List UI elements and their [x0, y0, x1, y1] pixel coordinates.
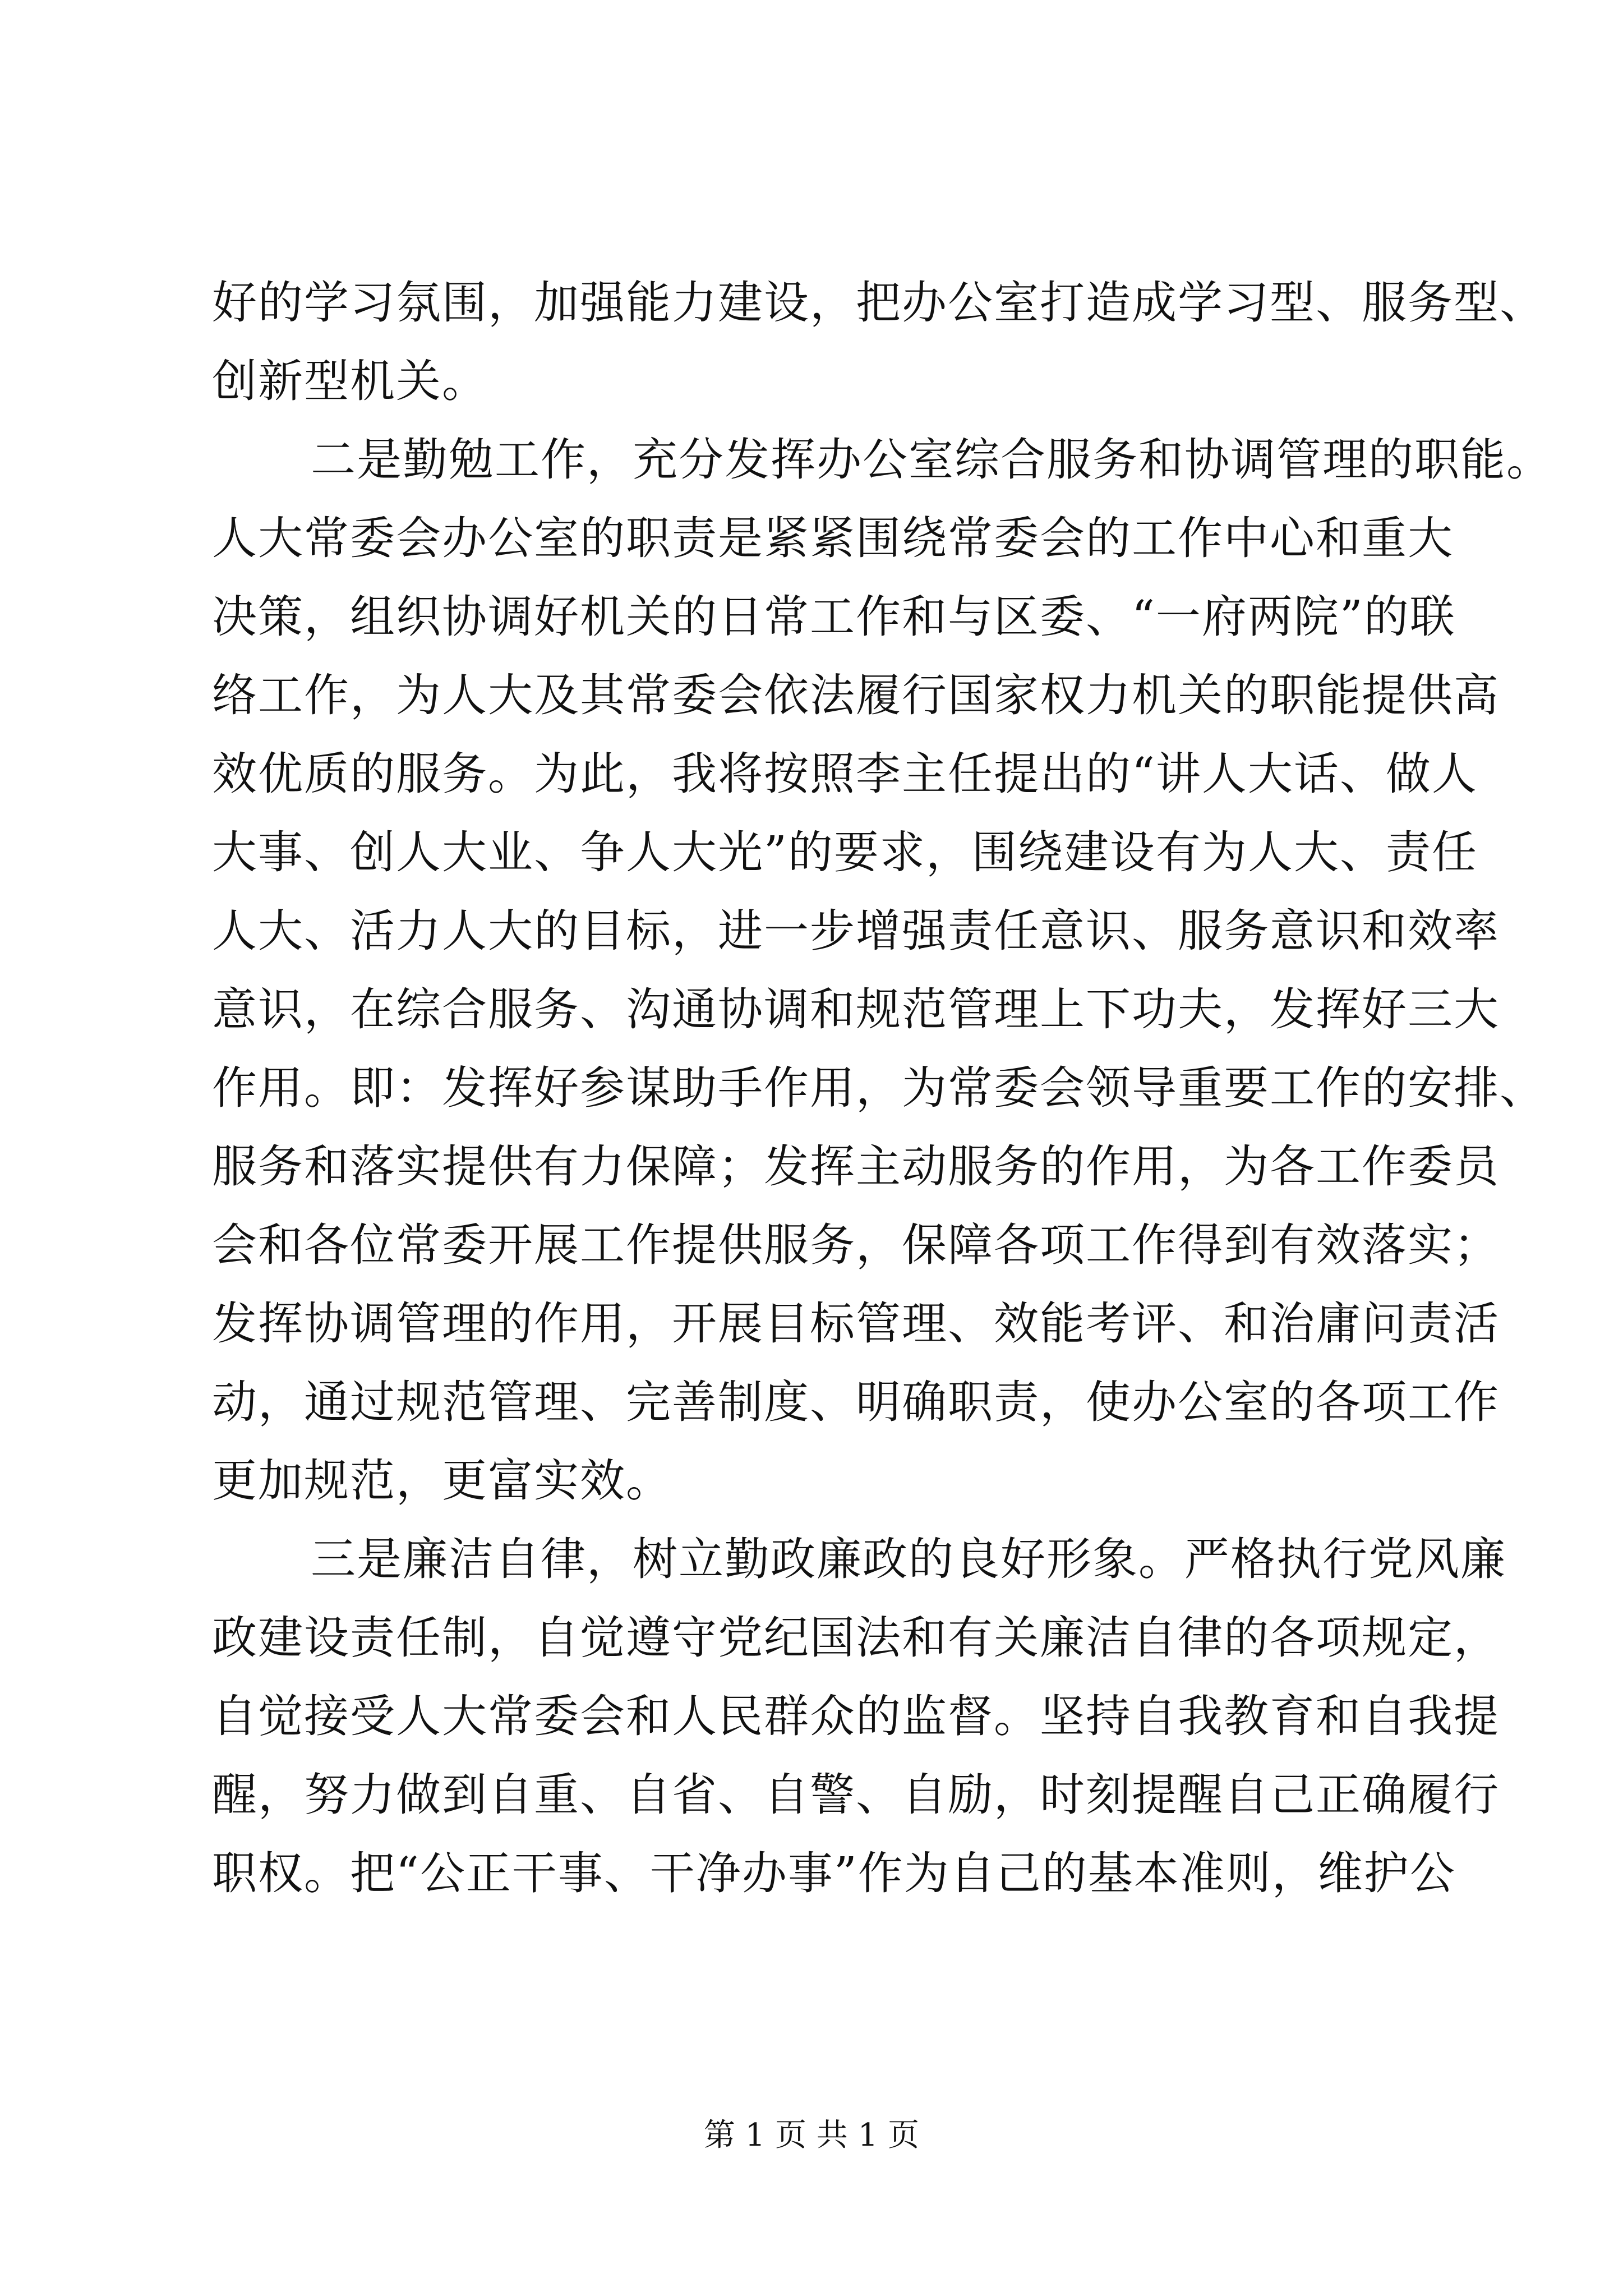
text-line: 效优质的服务。为此，我将按照李主任提出的“讲人大话、做人: [212, 748, 1478, 800]
text-line: 动，通过规范管理、完善制度、明确职责，使办公室的各项工作: [212, 1376, 1500, 1428]
text-line: 创新型机关。: [212, 355, 488, 407]
text-line: 好的学习氛围，加强能力建设，把办公室打造成学习型、服务型、: [212, 277, 1546, 329]
text-line: 作用。即：发挥好参谋助手作用，为常委会领导重要工作的安排、: [212, 1062, 1546, 1114]
text-line: 自觉接受人大常委会和人民群众的监督。坚持自我教育和自我提: [212, 1690, 1500, 1742]
page-number-label: 第 1 页 共 1 页: [703, 2117, 920, 2154]
text-line: 人大常委会办公室的职责是紧紧围绕常委会的工作中心和重大: [212, 512, 1454, 564]
text-line: 更加规范，更富实效。: [212, 1455, 672, 1507]
text-line: 人大、活力人大的目标，进一步增强责任意识、服务意识和效率: [212, 905, 1500, 957]
text-line: 发挥协调管理的作用，开展目标管理、效能考评、和治庸问责活: [212, 1297, 1500, 1350]
text-line: 意识，在综合服务、沟通协调和规范管理上下功夫，发挥好三大: [212, 983, 1500, 1036]
page-footer: [0, 2116, 1623, 2155]
paragraph-start-line: 三是廉洁自律，树立勤政廉政的良好形象。严格执行党风廉: [311, 1533, 1506, 1585]
text-line: 职权。把“公正干事、干净办事”作为自己的基本准则，维护公: [212, 1847, 1456, 1899]
text-line: 大事、创人大业、争人大光”的要求，围绕建设有为人大、责任: [212, 826, 1478, 878]
text-line: 会和各位常委开展工作提供服务，保障各项工作得到有效落实；: [212, 1219, 1500, 1271]
text-line: 络工作，为人大及其常委会依法履行国家权力机关的职能提供高: [212, 669, 1500, 721]
body-text: [212, 264, 1552, 1913]
text-line: 政建设责任制，自觉遵守党纪国法和有关廉洁自律的各项规定，: [212, 1612, 1500, 1664]
text-line: 决策，组织协调好机关的日常工作和与区委、“一府两院”的联: [212, 591, 1456, 643]
text-line: 醒，努力做到自重、自省、自警、自励，时刻提醒自己正确履行: [212, 1769, 1500, 1821]
text-line: 服务和落实提供有力保障；发挥主动服务的作用，为各工作委员: [212, 1140, 1500, 1193]
paragraph-start-line: 二是勤勉工作，充分发挥办公室综合服务和协调管理的职能。: [311, 434, 1552, 486]
